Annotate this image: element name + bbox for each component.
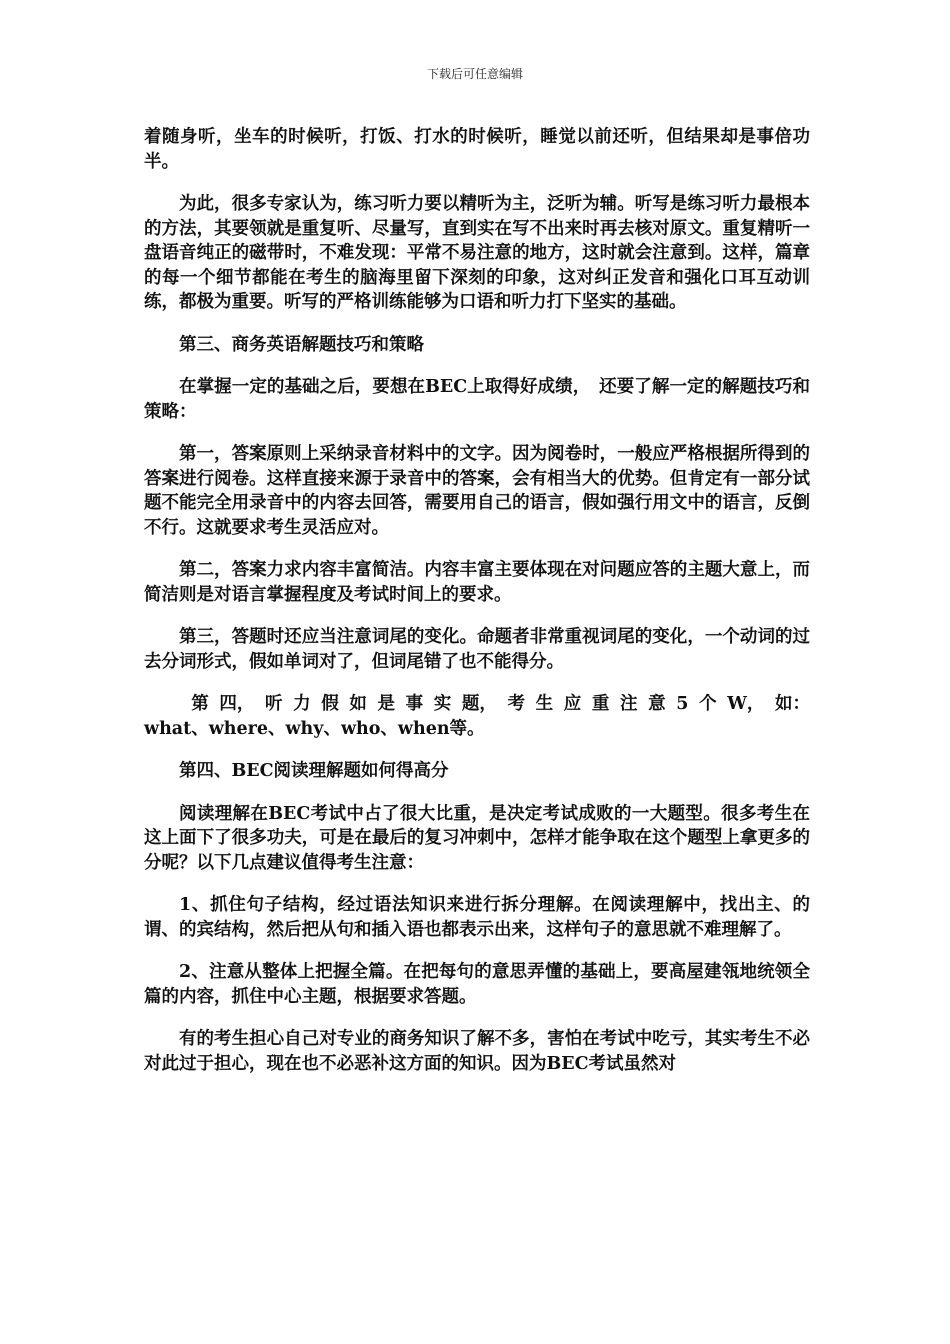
spread-token: W， — [727, 694, 765, 714]
paragraph: 1、抓住句子结构，经过语法知识来进行拆分理解。在阅读理解中，找出主、的谓、的宾结构，然后把从句和插入语也都表示出来，这样句子的意思就不难理解了。 — [144, 895, 810, 940]
paragraph: 第二，答案力求内容丰富简洁。内容丰富主要体现在对问题应答的主题大意上，而简洁则是对语言掌握程度及考试时间上的要求。 — [144, 560, 810, 605]
paragraph-fourth-point — [144, 692, 810, 741]
spread-token: 如： — [774, 694, 810, 714]
spread-token: 四， — [219, 694, 255, 714]
spread-token: 事 — [405, 694, 424, 714]
paragraph: 阅读理解在BEC考试中占了很大比重，是决定考试成败的一大题型。很多考生在这上面下了很多功夫，可是在最后的复习冲刺中，怎样才能争取在这个题型上拿更多的分呢？以下几点建议值得考生注意： — [144, 803, 810, 873]
paragraph: 第三，答题时还应当注意词尾的变化。命题者非常重视词尾的变化，一个动词的过去分词形式，假如单词对了，但词尾错了也不能得分。 — [144, 627, 810, 672]
paragraph-line: what、where、why、who、when等。 — [144, 718, 485, 739]
spread-token: 生 — [535, 694, 554, 714]
section-heading: 第三、商务英语解题技巧和策略 — [179, 334, 424, 355]
spread-token: 是 — [377, 694, 395, 714]
spread-token: 考 — [507, 694, 525, 714]
spread-line — [144, 692, 810, 717]
spread-token: 假 — [321, 694, 339, 714]
spread-token: 5 — [676, 694, 689, 714]
spread-token: 注 — [620, 694, 638, 714]
page-header: 下载后可任意编辑 — [426, 67, 523, 81]
spread-token: 重 — [591, 694, 610, 714]
spread-token: 听 — [265, 694, 283, 714]
spread-token: 实 — [433, 694, 452, 714]
paragraph: 为此，很多专家认为，练习听力要以精听为主，泛听为辅。听写是练习听力最根本的方法，其要领就是重复听、尽量写，直到实在写不出来时再去核对原文。重复精听一盘语音纯正的磁带时，不难发现：平常不易注意的地方，这时就会注意到。这样，篇章的每一个细节都能在考生的脑海里留下深刻的印象，这对纠正发音和强化口耳互动训练，都极为重要。听写的严格训练能够为口语和听力打下坚实的基础。 — [144, 194, 810, 312]
spread-token: 题， — [461, 694, 497, 714]
section-heading: 第四、BEC阅读理解题如何得高分 — [179, 761, 449, 781]
spread-token: 个 — [699, 694, 717, 714]
spread-token: 应 — [563, 694, 582, 714]
paragraph: 着随身听，坐车的时候听，打饭、打水的时候听，睡觉以前还听，但结果却是事倍功半。 — [144, 127, 810, 172]
paragraph: 2、注意从整体上把握全篇。在把每句的意思弄懂的基础上，要高屋建瓴地统领全篇的内容，抓住中心主题，根据要求答题。 — [144, 962, 810, 1007]
spread-token: 意 — [648, 694, 666, 714]
paragraph: 在掌握一定的基础之后，要想在BEC上取得好成绩， 还要了解一定的解题技巧和策略： — [144, 377, 810, 422]
spread-token: 如 — [349, 694, 367, 714]
paragraph: 第一，答案原则上采纳录音材料中的文字。因为阅卷时，一般应严格根据所得到的答案进行阅卷。这样直接来源于录音中的答案，会有相当大的优势。但肯定有一部分试题不能完全用录音中的内容去回答，需要用自己的语言，假如强行用文中的语言，反倒不行。这就要求考生灵活应对。 — [144, 444, 810, 538]
document-body — [144, 125, 810, 1094]
paragraph: 有的考生担心自己对专业的商务知识了解不多，害怕在考试中吃亏，其实考生不必对此过于担心，现在也不必恶补这方面的知识。因为BEC考试虽然对 — [144, 1029, 810, 1074]
spread-token: 力 — [293, 694, 311, 714]
spread-token: 第 — [191, 694, 209, 714]
